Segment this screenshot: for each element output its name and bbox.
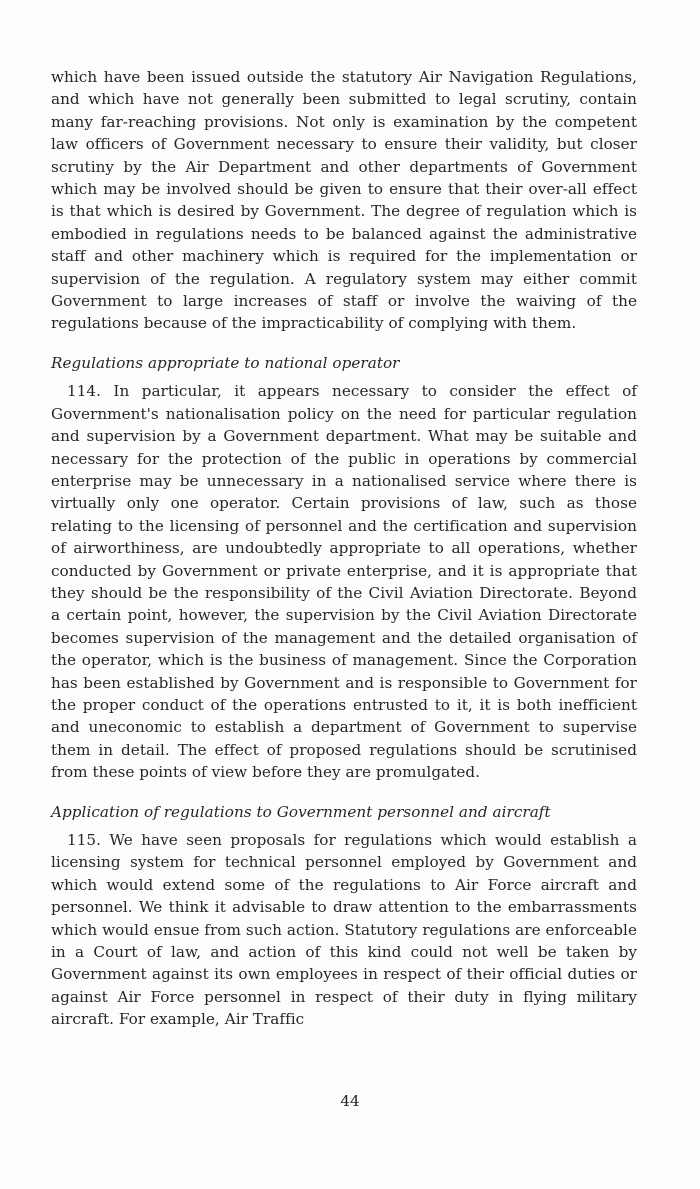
paragraph-continuation: which have been issued outside the statutory Air Navigation Regulations, and which have not generally been submitted to legal scrutiny, contain many far-reaching provisions. Not only is examination by the competent law officers of Government necessary to ensure their validity, but closer scrutiny by the Air Department and other departments of Government which may be involved should be given to ensure that their over-all effect is that which is desired by Government. The degree of regulation which is embodied in regulations needs to be balanced against the administrative staff and other machinery which is required for the implementation or supervision of the regulation. A regulatory system may either commit Government to large increases of staff or involve the waiving of the regulations because of the impracticability of complying with them. (51, 68, 637, 333)
paragraph-115: 115. We have seen proposals for regulations which would establish a licensing system for technical personnel employed by Government and which would extend some of the regulations to Air Force aircraft and personnel. We think it advisable to draw attention to the embarrassments which would ensue from such action. Statutory regulations are enforceable in a Court of law, and action of this kind could not well be taken by Government against its own employees in respect of their official duties or against Air Force personnel in respect of their duty in flying military aircraft. For example, Air Traffic (51, 831, 637, 1029)
section-heading-government-personnel: Application of regulations to Government personnel and aircraft (51, 802, 551, 821)
section-heading-national-operator: Regulations appropriate to national operator (51, 353, 400, 372)
paragraph-114: 114. In particular, it appears necessary to consider the effect of Government's nationalisation policy on the need for particular regulation and supervision by a Government department. What may be suitable and necessary for the protection of the public in operations by commercial enterprise may be unnecessary in a nationalised service where there is virtually only one operator. Certain provisions of law, such as those relating to the licensing of personnel and the certification and supervision of airworthiness, are undoubtedly appropriate to all operations, whether conducted by Government or private enterprise, and it is appropriate that they should be the responsibility of the Civil Aviation Directorate. Beyond a certain point, however, the supervision by the Civil Aviation Directorate becomes supervision of the management and the detailed organisation of the operator, which is the business of management. Since the Corporation has been established by Government and is responsible to Government for the proper conduct of the operations entrusted to it, it is both inefficient and uneconomic to establish a department of Government to supervise them in detail. The effect of proposed regulations should be scrutinised from these points of view before they are promulgated. (51, 382, 637, 782)
body-text (51, 66, 637, 1031)
page-number: 44 (340, 1092, 360, 1110)
